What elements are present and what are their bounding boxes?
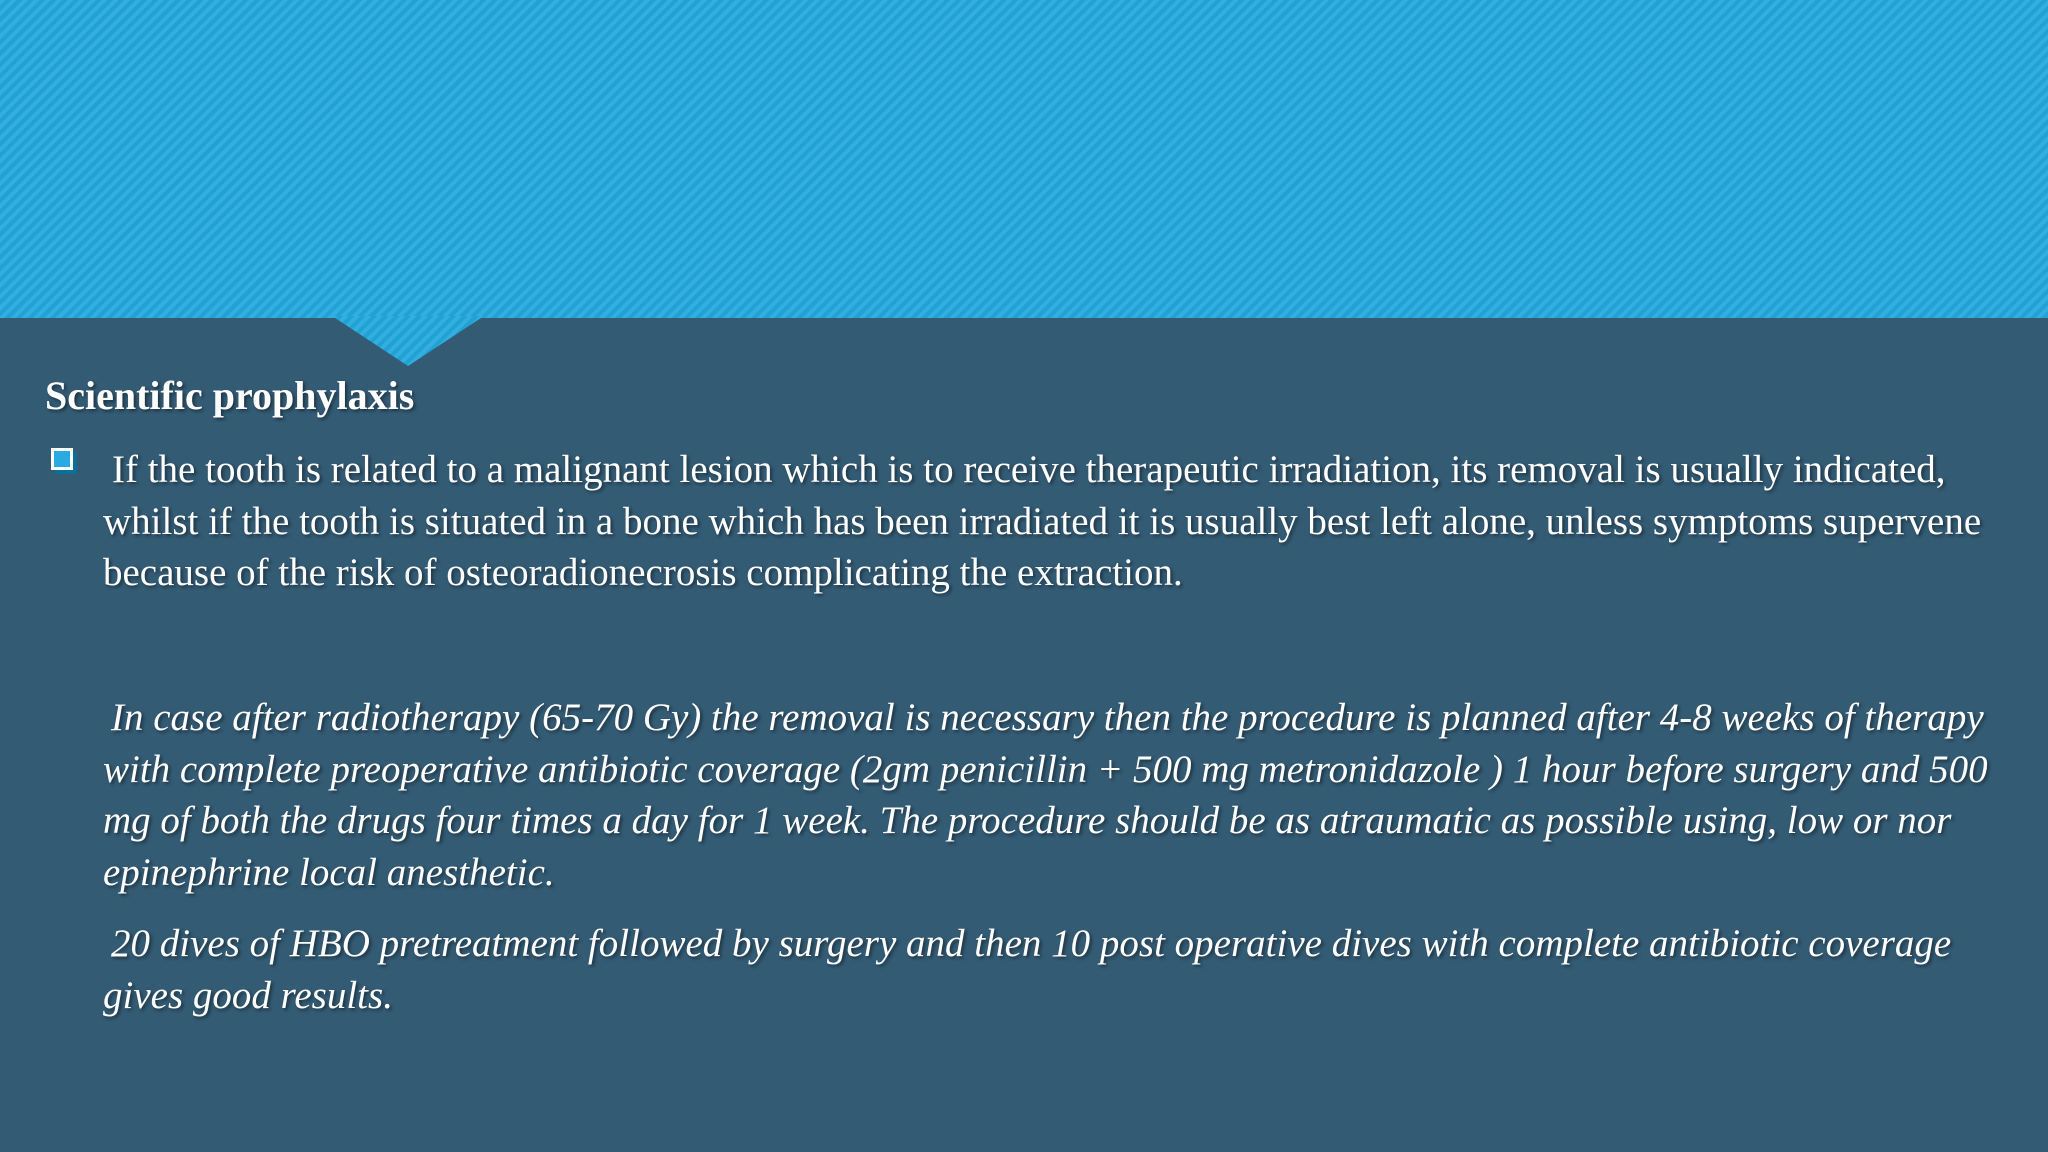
paragraph-hbo-protocol: 20 dives of HBO pretreatment followed by surgery and then 10 post operative dives with complete antibiotic coverage gives good results. bbox=[103, 922, 1952, 1017]
paragraph-radiotherapy-protocol: In case after radiotherapy (65-70 Gy) the removal is necessary then the procedure is planned after 4-8 weeks of therapy with complete preoperative antibiotic coverage (2gm penicillin + 500 mg metronidazole ) 1 hour before surgery and 500 mg of both the drugs four times a day for 1 week. The procedure should be as atraumatic as possible using, low or nor epinephrine local anesthetic. bbox=[103, 696, 1988, 894]
slide-heading: Scientific prophylaxis bbox=[45, 373, 415, 418]
checkbox-bullet-icon bbox=[49, 446, 79, 476]
bullet-paragraph-irradiation: If the tooth is related to a malignant lesion which is to receive therapeutic irradiation, its removal is usually indicated, whilst if the tooth is situated in a bone which has been irradiated it is usually best left alone, unless symptoms supervene because of the risk of osteoradionecrosis complicating the extraction. bbox=[103, 448, 1982, 594]
